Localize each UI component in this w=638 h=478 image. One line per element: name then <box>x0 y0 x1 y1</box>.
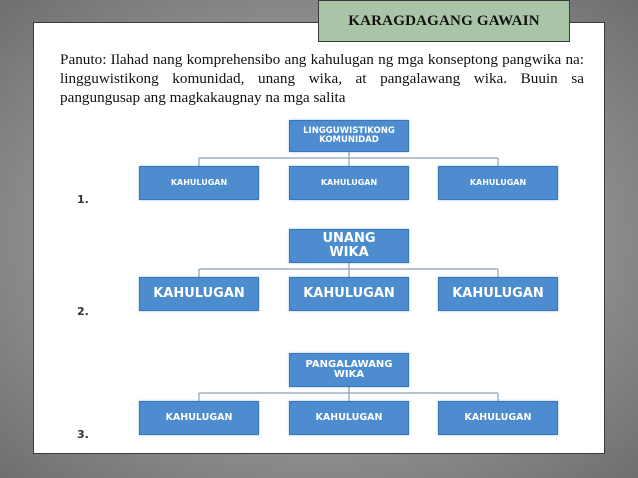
diagram-2-number: 2. <box>77 305 89 318</box>
diagram-2-child-1: KAHULUGAN <box>139 277 259 311</box>
diagram-1-number: 1. <box>77 193 89 206</box>
diagram-3-number: 3. <box>77 428 89 441</box>
diagram-3-child-2: KAHULUGAN <box>289 401 409 435</box>
diagram-1-child-1: KAHULUGAN <box>139 166 259 200</box>
diagram-2-root: UNANG WIKA <box>289 229 409 263</box>
diagram-3-root: PANGALAWANG WIKA <box>289 353 409 387</box>
slide-title: KARAGDAGANG GAWAIN <box>318 0 570 42</box>
diagram-1-root: LINGGUWISTIKONG KOMUNIDAD <box>289 120 409 152</box>
diagram-3-child-3: KAHULUGAN <box>438 401 558 435</box>
diagram-2-child-3: KAHULUGAN <box>438 277 558 311</box>
diagram-1-child-2: KAHULUGAN <box>289 166 409 200</box>
instructions-text: Panuto: Ilahad nang komprehensibo ang kahulugan ng mga konseptong pangwika na: lingguwistikong komunidad, unang wika, at pangalawang wika. Buuin sa pangungusap ang magkakaugnay na mga salita <box>60 51 584 106</box>
diagram-2-child-2: KAHULUGAN <box>289 277 409 311</box>
diagram-3-child-1: KAHULUGAN <box>139 401 259 435</box>
diagram-1-child-3: KAHULUGAN <box>438 166 558 200</box>
